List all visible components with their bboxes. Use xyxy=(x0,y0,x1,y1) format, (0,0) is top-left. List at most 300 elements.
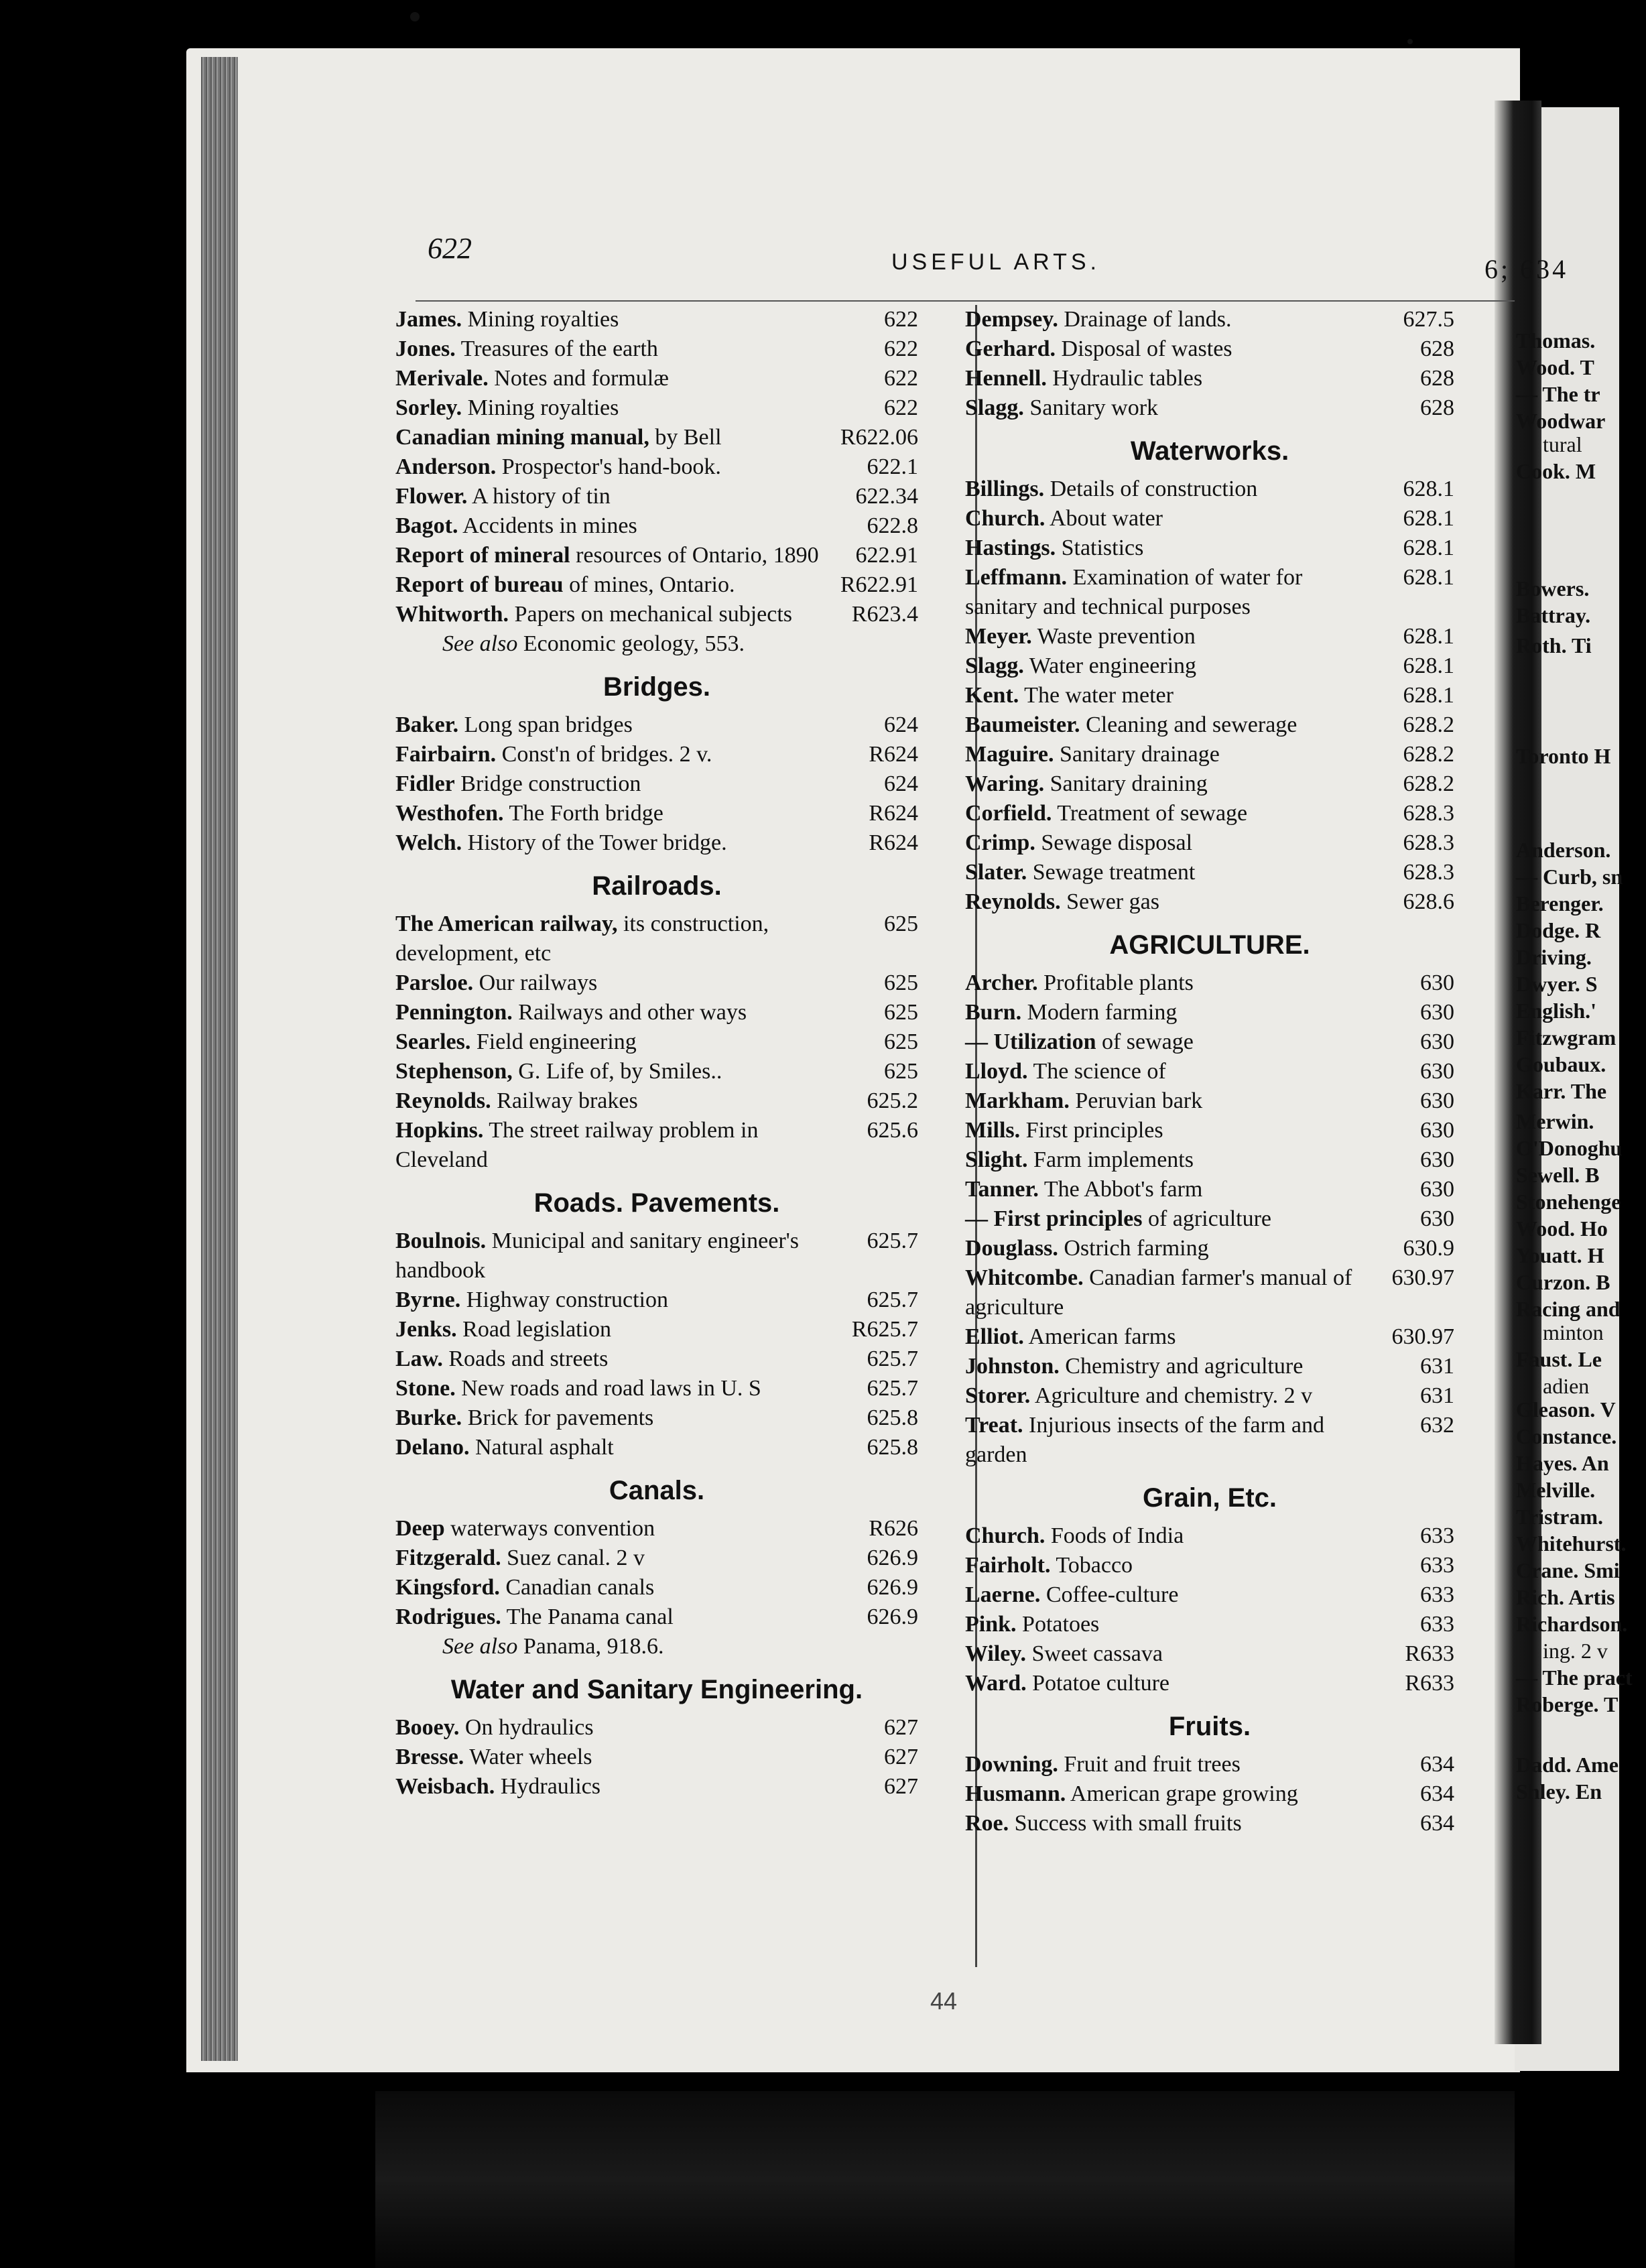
catalog-entry xyxy=(395,1057,918,1086)
entry-title: American farms xyxy=(1028,1324,1176,1349)
entry-class-number: 634 xyxy=(1420,1781,1454,1806)
entry-class-number: R624 xyxy=(869,830,918,855)
entry-title: of mines, Ontario. xyxy=(569,572,735,597)
right-page-fragment: Goubaux. xyxy=(1516,1052,1606,1076)
entry-title: Waste prevention xyxy=(1037,624,1196,649)
entry-title: Treasures of the earth xyxy=(460,336,658,361)
right-page-fragment: Racing and xyxy=(1516,1297,1621,1321)
entry-class-number: 628.1 xyxy=(1403,506,1454,531)
catalog-entry xyxy=(965,799,1454,828)
right-page-fragment: Gleason. V xyxy=(1516,1397,1616,1422)
catalog-entry xyxy=(395,541,918,570)
right-page-fragment: Richardson. xyxy=(1516,1612,1628,1636)
entry-author: Fairholt. xyxy=(965,1553,1051,1578)
entry-author: Leffmann. xyxy=(965,565,1068,590)
entry-author: Report of mineral xyxy=(395,543,570,568)
entry-title: Farm implements xyxy=(1033,1147,1194,1172)
entry-title: First principles xyxy=(1025,1118,1163,1143)
entry-title: Field engineering xyxy=(476,1029,637,1054)
catalog-entry xyxy=(395,452,918,482)
section-heading: Canals. xyxy=(609,1476,705,1505)
see-also-label: See also xyxy=(442,1634,518,1659)
entry-author: Hopkins. xyxy=(395,1118,484,1143)
entry-title: Hydraulic tables xyxy=(1052,366,1203,391)
section-heading: AGRICULTURE. xyxy=(1109,930,1310,960)
entry-class-number: 628.1 xyxy=(1403,653,1454,678)
entry-title: The Abbot's farm xyxy=(1043,1177,1203,1202)
right-page-fragment: Anderson. xyxy=(1516,838,1611,862)
entry-author: Pink. xyxy=(965,1612,1017,1637)
entry-title: Road legislation xyxy=(462,1317,612,1342)
entry-title: Modern farming xyxy=(1027,1000,1178,1025)
catalog-entry xyxy=(965,887,1454,917)
catalog-entry xyxy=(965,740,1454,769)
catalog-entry xyxy=(965,1411,1454,1470)
catalog-entry xyxy=(965,1779,1454,1809)
entry-author: Reynolds. xyxy=(395,1088,491,1113)
catalog-entry xyxy=(395,968,918,998)
right-page-fragment: Wood. Ho xyxy=(1516,1216,1608,1241)
entry-class-number: 630 xyxy=(1420,1000,1454,1025)
entry-class-number: 628.1 xyxy=(1403,565,1454,590)
right-page-fragment: Fitzwgram xyxy=(1516,1025,1617,1050)
entry-author: — Utilization xyxy=(965,1029,1096,1054)
entry-author: Wiley. xyxy=(965,1641,1026,1666)
entry-title: Notes and formulæ xyxy=(494,366,669,391)
entry-title: Tobacco xyxy=(1056,1553,1133,1578)
entry-author: Byrne. xyxy=(395,1287,461,1312)
catalog-entry xyxy=(395,1315,918,1344)
right-page-fragment: English.' xyxy=(1516,999,1597,1023)
catalog-entry xyxy=(395,423,918,452)
entry-class-number: R624 xyxy=(869,742,918,767)
section-heading: Roads. Pavements. xyxy=(533,1188,780,1218)
entry-class-number: 622 xyxy=(884,336,918,361)
entry-title: Water engineering xyxy=(1029,653,1197,678)
right-page-fragment: Tristram. xyxy=(1516,1505,1604,1529)
header-rule xyxy=(416,300,1515,302)
catalog-entry xyxy=(965,393,1454,423)
entry-title: Water wheels xyxy=(469,1745,592,1769)
entry-class-number: 624 xyxy=(884,771,918,796)
entry-class-number: 634 xyxy=(1420,1752,1454,1777)
catalog-entry xyxy=(395,1573,918,1602)
entry-title: A history of tin xyxy=(471,484,611,509)
section-heading: Railroads. xyxy=(592,871,722,901)
entry-title: The Panama canal xyxy=(506,1604,674,1629)
entry-author: Gerhard. xyxy=(965,336,1056,361)
entry-title: Injurious insects of the farm and garden xyxy=(965,1413,1324,1467)
entry-author: Slight. xyxy=(965,1147,1028,1172)
entry-author: Baker. xyxy=(395,712,459,737)
entry-author: The American railway, xyxy=(395,911,618,936)
entry-author: Parsloe. xyxy=(395,970,474,995)
running-title: USEFUL ARTS. xyxy=(891,249,1100,275)
entry-title: Drainage of lands. xyxy=(1064,307,1232,332)
right-page-fragment: Shley. En xyxy=(1516,1779,1602,1804)
entry-class-number: 625 xyxy=(884,1000,918,1025)
entry-class-number: 633 xyxy=(1420,1612,1454,1637)
entry-class-number: R624 xyxy=(869,801,918,826)
entry-class-number: 628.3 xyxy=(1403,830,1454,855)
right-page-fragment: Faust. Le xyxy=(1516,1347,1602,1371)
catalog-entry xyxy=(965,1204,1454,1234)
entry-title: its construction, development, etc xyxy=(395,911,769,966)
entry-author: Slater. xyxy=(965,860,1027,885)
entry-author: Stone. xyxy=(395,1376,456,1401)
right-page-fragment: Rich. Artis xyxy=(1516,1585,1615,1609)
catalog-entry xyxy=(395,1602,918,1632)
catalog-entry xyxy=(965,1639,1454,1669)
entry-author: Kingsford. xyxy=(395,1575,500,1600)
right-page-fragment: Wood. T xyxy=(1516,355,1594,379)
entry-author: Meyer. xyxy=(965,624,1032,649)
catalog-entry xyxy=(395,1433,918,1462)
entry-author: Roe. xyxy=(965,1811,1009,1836)
catalog-entry xyxy=(395,482,918,511)
right-page-fragment: Hayes. An xyxy=(1516,1451,1609,1475)
entry-author: Church. xyxy=(965,1523,1046,1548)
entry-title: Disposal of wastes xyxy=(1061,336,1232,361)
entry-class-number: 630 xyxy=(1420,970,1454,995)
catalog-entry xyxy=(965,305,1454,334)
entry-title: Canadian canals xyxy=(505,1575,655,1600)
entry-author: Johnston. xyxy=(965,1354,1060,1379)
right-column xyxy=(965,305,1454,1838)
section-heading: Water and Sanitary Engineering. xyxy=(450,1675,863,1704)
entry-author: Laerne. xyxy=(965,1582,1041,1607)
catalog-entry xyxy=(395,1374,918,1403)
entry-title: Sewage treatment xyxy=(1032,860,1196,885)
catalog-entry xyxy=(965,1750,1454,1779)
entry-title: Sewer gas xyxy=(1066,889,1159,914)
entry-author: Billings. xyxy=(965,477,1045,501)
catalog-entry xyxy=(395,998,918,1027)
catalog-entry xyxy=(395,769,918,799)
right-page-fragment: Karr. The xyxy=(1516,1079,1607,1103)
entry-author: Report of bureau xyxy=(395,572,564,597)
entry-author: Pennington. xyxy=(395,1000,513,1025)
catalog-entry xyxy=(395,393,918,423)
see-also-label: See also xyxy=(442,631,518,656)
entry-title: Potatoes xyxy=(1022,1612,1100,1637)
entry-author: Crimp. xyxy=(965,830,1035,855)
entry-title: Mining royalties xyxy=(467,307,619,332)
entry-class-number: 630 xyxy=(1420,1029,1454,1054)
catalog-entry xyxy=(395,334,918,364)
entry-class-number: 633 xyxy=(1420,1523,1454,1548)
entry-title: Highway construction xyxy=(466,1287,668,1312)
entry-title: Railway brakes xyxy=(497,1088,638,1113)
entry-author: Law. xyxy=(395,1346,443,1371)
right-page-fragment: Youatt. H xyxy=(1516,1243,1604,1267)
entry-title: Bridge construction xyxy=(460,771,641,796)
entry-class-number: 628.3 xyxy=(1403,801,1454,826)
catalog-entry xyxy=(395,799,918,828)
right-page-fragment: Thomas. xyxy=(1516,328,1596,353)
entry-title: waterways convention xyxy=(450,1516,655,1541)
catalog-entry xyxy=(965,681,1454,710)
entry-class-number: 628.3 xyxy=(1403,860,1454,885)
entry-author: Slagg. xyxy=(965,653,1024,678)
catalog-entry xyxy=(965,1521,1454,1551)
entry-author: Rodrigues. xyxy=(395,1604,501,1629)
entry-author: Fairbairn. xyxy=(395,742,497,767)
entry-title: Sanitary work xyxy=(1029,395,1159,420)
catalog-entry xyxy=(395,1514,918,1544)
catalog-entry xyxy=(965,1086,1454,1116)
entry-title: Roads and streets xyxy=(448,1346,609,1371)
catalog-entry xyxy=(395,570,918,600)
entry-class-number: 622.91 xyxy=(855,543,918,568)
catalog-entry xyxy=(965,1263,1454,1322)
entry-class-number: 625.7 xyxy=(867,1346,918,1371)
entry-class-number: 622.1 xyxy=(867,454,918,479)
entry-title: The science of xyxy=(1033,1059,1166,1084)
catalog-entry xyxy=(965,1027,1454,1057)
entry-class-number: R622.91 xyxy=(840,572,918,597)
entry-class-number: 631 xyxy=(1420,1383,1454,1408)
entry-author: Fidler xyxy=(395,771,455,796)
entry-class-number: 627.5 xyxy=(1403,307,1454,332)
entry-class-number: 624 xyxy=(884,712,918,737)
entry-class-number: 625.7 xyxy=(867,1287,918,1312)
catalog-entry xyxy=(965,1116,1454,1145)
entry-class-number: 626.9 xyxy=(867,1546,918,1570)
right-page-fragment: Dwyer. S xyxy=(1516,972,1598,996)
entry-title: History of the Tower bridge. xyxy=(467,830,727,855)
catalog-entry xyxy=(965,1352,1454,1381)
right-page-number-stub: 6; 634 xyxy=(1484,254,1569,284)
catalog-entry xyxy=(965,651,1454,681)
entry-author: — First principles xyxy=(965,1206,1143,1231)
entry-author: Hennell. xyxy=(965,366,1047,391)
entry-class-number: 628.2 xyxy=(1403,742,1454,767)
entry-author: Waring. xyxy=(965,771,1045,796)
entry-title: Accidents in mines xyxy=(462,513,637,538)
entry-author: Stephenson, xyxy=(395,1059,513,1084)
entry-class-number: 626.9 xyxy=(867,1604,918,1629)
entry-author: Whitcombe. xyxy=(965,1265,1084,1290)
right-page-fragment: Toronto H xyxy=(1516,744,1611,768)
speck xyxy=(410,12,420,21)
entry-title: Cleaning and sewerage xyxy=(1086,712,1297,737)
entry-author: Maguire. xyxy=(965,742,1054,767)
entry-title: Foods of India xyxy=(1050,1523,1184,1548)
entry-title: Mining royalties xyxy=(467,395,619,420)
entry-class-number: 628.1 xyxy=(1403,624,1454,649)
catalog-entry xyxy=(395,828,918,858)
catalog-entry xyxy=(395,305,918,334)
entry-class-number: 628 xyxy=(1420,366,1454,391)
entry-author: Boulnois. xyxy=(395,1228,487,1253)
right-page-fragment: Berenger. xyxy=(1516,891,1604,916)
entry-title: Hydraulics xyxy=(500,1774,600,1799)
catalog-entry xyxy=(395,740,918,769)
entry-title: G. Life of, by Smiles.. xyxy=(518,1059,722,1084)
catalog-entry xyxy=(395,1086,918,1116)
entry-title: Suez canal. 2 v xyxy=(507,1546,645,1570)
right-page-fragment: — Curb, sn xyxy=(1516,865,1623,889)
entry-author: Church. xyxy=(965,506,1046,531)
page-number: 622 xyxy=(428,232,472,265)
entry-title: Canadian farmer's manual of agriculture xyxy=(965,1265,1352,1320)
see-also-text: Economic geology, 553. xyxy=(523,631,745,656)
entry-author: Anderson. xyxy=(395,454,497,479)
entry-class-number: 627 xyxy=(884,1745,918,1769)
right-page-fragment: Battray. xyxy=(1516,603,1591,627)
catalog-entry xyxy=(965,622,1454,651)
catalog-entry xyxy=(965,1322,1454,1352)
catalog-entry xyxy=(965,1551,1454,1580)
entry-author: Corfield. xyxy=(965,801,1052,826)
catalog-entry xyxy=(395,1743,918,1772)
catalog-entry xyxy=(395,1772,918,1802)
entry-title: The Forth bridge xyxy=(509,801,663,826)
entry-class-number: 628 xyxy=(1420,336,1454,361)
entry-title: New roads and road laws in U. S xyxy=(461,1376,761,1401)
right-page-fragment: Roberge. T xyxy=(1516,1692,1619,1716)
entry-class-number: R633 xyxy=(1405,1671,1454,1696)
entry-author: Slagg. xyxy=(965,395,1024,420)
catalog-entry xyxy=(965,828,1454,858)
entry-class-number: 632 xyxy=(1420,1413,1454,1438)
catalog-entry xyxy=(395,1344,918,1374)
entry-class-number: 625.2 xyxy=(867,1088,918,1113)
catalog-entry xyxy=(395,1713,918,1743)
catalog-entry xyxy=(965,1809,1454,1838)
entry-class-number: 625.8 xyxy=(867,1405,918,1430)
catalog-entry xyxy=(395,600,918,629)
right-page-fragment: Dadd. Ame xyxy=(1516,1753,1619,1777)
entry-title: Brick for pavements xyxy=(467,1405,654,1430)
right-page-fragment: Merwin. xyxy=(1516,1109,1594,1133)
entry-title: Sewage disposal xyxy=(1041,830,1193,855)
section-heading: Fruits. xyxy=(1168,1712,1251,1741)
section-heading: Grain, Etc. xyxy=(1142,1483,1277,1513)
see-also-text: Panama, 918.6. xyxy=(523,1634,664,1659)
entry-class-number: 630 xyxy=(1420,1147,1454,1172)
entry-title: Papers on mechanical subjects xyxy=(514,602,793,627)
catalog-entry xyxy=(395,1116,918,1175)
entry-class-number: 625 xyxy=(884,1029,918,1054)
entry-title: On hydraulics xyxy=(464,1715,594,1740)
entry-title: Long span bridges xyxy=(464,712,633,737)
catalog-entry xyxy=(395,1403,918,1433)
catalog-entry xyxy=(965,1580,1454,1610)
catalog-entry xyxy=(965,968,1454,998)
right-page-fragment: Crane. Smi xyxy=(1516,1558,1620,1582)
entry-author: Weisbach. xyxy=(395,1774,495,1799)
right-page-fragment: Dodge. R xyxy=(1516,918,1601,942)
catalog-entry xyxy=(965,475,1454,504)
entry-author: Burke. xyxy=(395,1405,462,1430)
entry-title: Const'n of bridges. 2 v. xyxy=(501,742,712,767)
entry-title: The street railway problem in Cleveland xyxy=(395,1118,759,1172)
entry-class-number: 633 xyxy=(1420,1553,1454,1578)
entry-class-number: 628.1 xyxy=(1403,536,1454,560)
entry-author: Fitzgerald. xyxy=(395,1546,501,1570)
entry-author: Dempsey. xyxy=(965,307,1058,332)
catalog-entry xyxy=(965,364,1454,393)
entry-title: of agriculture xyxy=(1147,1206,1272,1231)
entry-class-number: 634 xyxy=(1420,1811,1454,1836)
catalog-entry xyxy=(395,1285,918,1315)
entry-title: Treatment of sewage xyxy=(1057,801,1248,826)
catalog-entry xyxy=(395,1027,918,1057)
entry-class-number: 622 xyxy=(884,307,918,332)
catalog-entry xyxy=(965,1057,1454,1086)
catalog-entry xyxy=(965,858,1454,887)
entry-author: Reynolds. xyxy=(965,889,1061,914)
entry-title: of sewage xyxy=(1101,1029,1194,1054)
entry-class-number: 627 xyxy=(884,1774,918,1799)
entry-title: Statistics xyxy=(1061,536,1144,560)
entry-class-number: 628.1 xyxy=(1403,477,1454,501)
catalog-entry xyxy=(965,1381,1454,1411)
entry-class-number: 630 xyxy=(1420,1118,1454,1143)
entry-class-number: 625.7 xyxy=(867,1228,918,1253)
entry-author: Merivale. xyxy=(395,366,489,391)
entry-author: Husmann. xyxy=(965,1781,1066,1806)
entry-author: Canadian mining manual, xyxy=(395,425,649,450)
entry-author: Archer. xyxy=(965,970,1038,995)
catalog-entry xyxy=(395,364,918,393)
right-page-fragment: — The tr xyxy=(1516,382,1600,406)
entry-title: American grape growing xyxy=(1070,1781,1298,1806)
entry-author: Sorley. xyxy=(395,395,462,420)
catalog-entry xyxy=(395,511,918,541)
entry-title: Prospector's hand-book. xyxy=(501,454,721,479)
catalog-entry xyxy=(965,1610,1454,1639)
entry-author: Burn. xyxy=(965,1000,1022,1025)
catalog-entry xyxy=(965,710,1454,740)
catalog-entry xyxy=(965,334,1454,364)
entry-class-number: R623.4 xyxy=(851,602,918,627)
entry-title: Peruvian bark xyxy=(1075,1088,1203,1113)
entry-author: Jones. xyxy=(395,336,456,361)
entry-class-number: R622.06 xyxy=(840,425,918,450)
entry-class-number: 628.2 xyxy=(1403,712,1454,737)
entry-class-number: 633 xyxy=(1420,1582,1454,1607)
entry-author: Downing. xyxy=(965,1752,1058,1777)
entry-author: Kent. xyxy=(965,683,1019,708)
right-page-fragment: Driving. xyxy=(1516,945,1592,969)
entry-class-number: R625.7 xyxy=(851,1317,918,1342)
catalog-entry xyxy=(965,533,1454,563)
entry-author: Mills. xyxy=(965,1118,1021,1143)
right-page-fragment: ing. 2 v xyxy=(1543,1639,1608,1663)
entry-class-number: 628 xyxy=(1420,395,1454,420)
entry-author: Baumeister. xyxy=(965,712,1080,737)
right-page-fragment: Bowers. xyxy=(1516,576,1590,601)
entry-class-number: R633 xyxy=(1405,1641,1454,1666)
entry-class-number: 622 xyxy=(884,366,918,391)
entry-author: Lloyd. xyxy=(965,1059,1028,1084)
entry-author: Deep xyxy=(395,1516,445,1541)
entry-class-number: 630.9 xyxy=(1403,1236,1454,1261)
entry-author: Douglass. xyxy=(965,1236,1058,1261)
entry-author: Tanner. xyxy=(965,1177,1039,1202)
entry-title: Examination of water for sanitary and technical purposes xyxy=(965,565,1303,619)
entry-class-number: 625.8 xyxy=(867,1435,918,1460)
entry-title: Municipal and sanitary engineer's handbook xyxy=(395,1228,799,1283)
entry-class-number: 625 xyxy=(884,970,918,995)
entry-author: Searles. xyxy=(395,1029,471,1054)
catalog-entry xyxy=(395,710,918,740)
catalog-entry xyxy=(965,1234,1454,1263)
right-page-fragment: Stonehenge xyxy=(1516,1190,1621,1214)
